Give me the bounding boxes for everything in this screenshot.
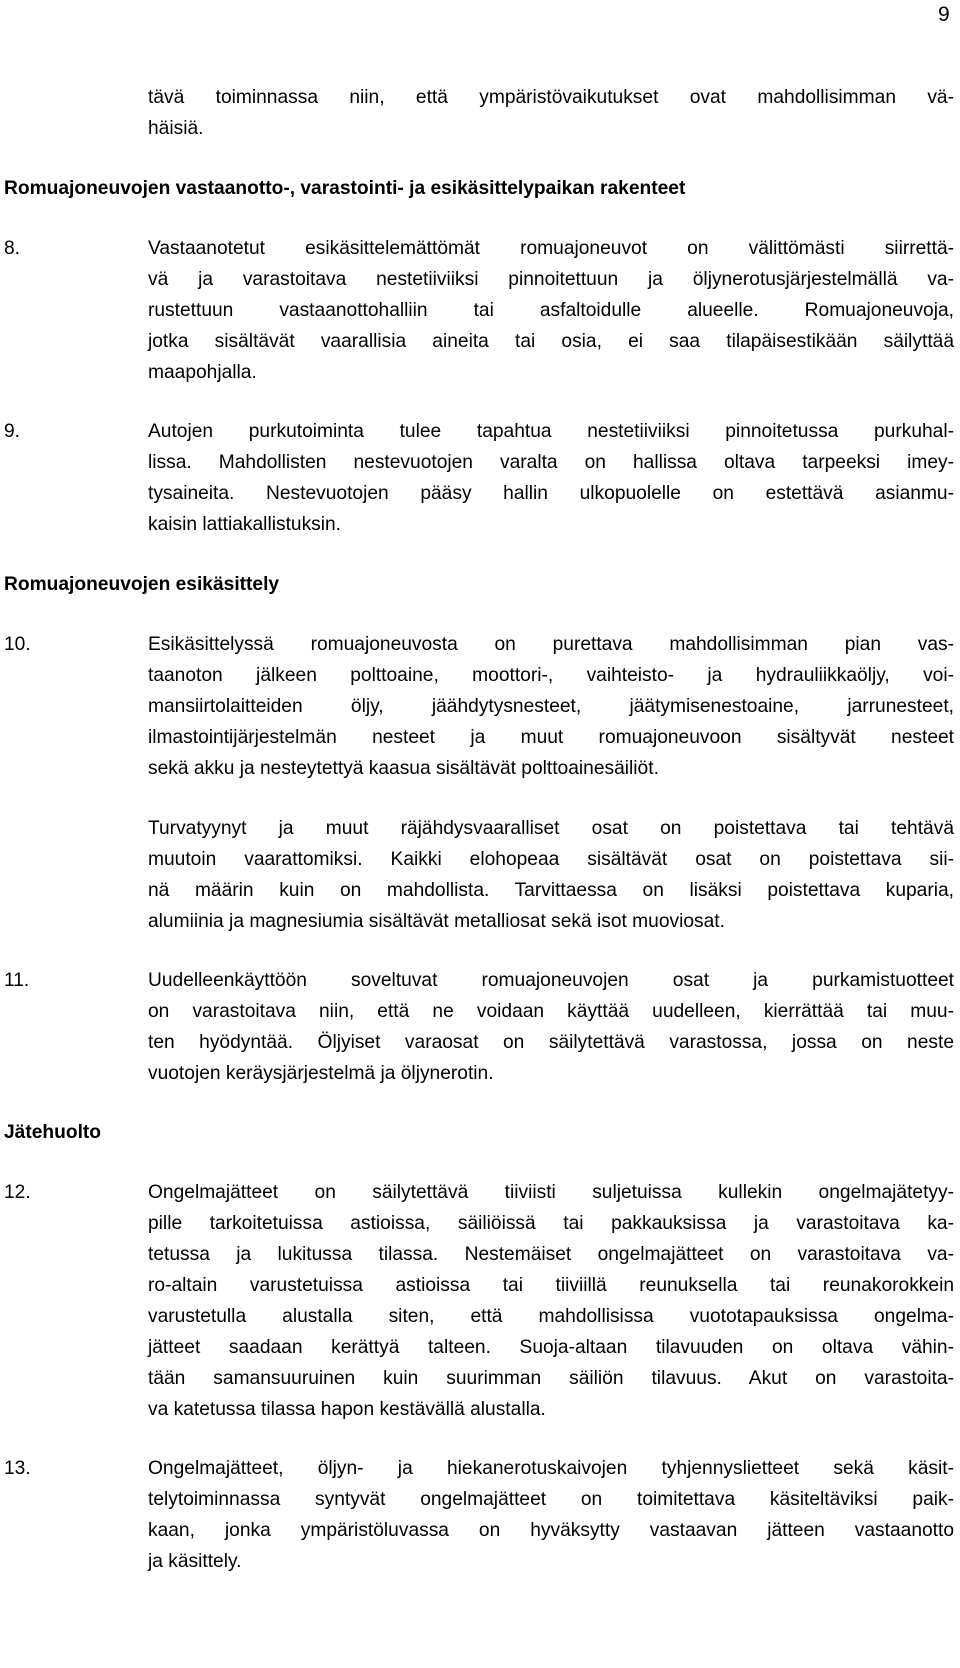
intro-line: tävä toiminnassa niin, että ympäristövaikutukset ovat mahdollisimman vä- — [148, 87, 954, 108]
paragraph-line: va katetussa tilassa hapon kestävällä alustalla. — [148, 1399, 546, 1420]
paragraph-line: tään samansuuruinen kuin suurimman säiliön tilavuus. Akut on varastoita- — [148, 1368, 954, 1389]
paragraph-line: Ongelmajätteet, öljyn- ja hiekanerotuskaivojen tyhjennyslietteet sekä käsit- — [148, 1458, 954, 1479]
paragraph-line: Esikäsittelyssä romuajoneuvosta on purettava mahdollisimman pian vas- — [148, 634, 954, 655]
paragraph-line: taanoton jälkeen polttoaine, moottori-, vaihteisto- ja hydrauliikkaöljy, voi- — [148, 665, 954, 686]
intro-line: häisiä. — [148, 118, 204, 139]
paragraph-line: maapohjalla. — [148, 362, 257, 383]
paragraph-line: lissa. Mahdollisten nestevuotojen varalta on hallissa oltava tarpeeksi imey- — [148, 452, 954, 473]
paragraph-number: 11. — [4, 970, 30, 991]
paragraph-line: sekä akku ja nesteytettyä kaasua sisältävät polttoainesäiliöt. — [148, 758, 659, 779]
section-heading: Romuajoneuvojen vastaanotto-, varastointi- ja esikäsittelypaikan rakenteet — [4, 178, 686, 199]
paragraph-line: ja käsittely. — [148, 1551, 242, 1572]
paragraph-line: nä määrin kuin on mahdollista. Tarvittaessa on lisäksi poistettava kuparia, — [148, 880, 954, 901]
paragraph-number: 12. — [4, 1182, 31, 1203]
paragraph-number: 10. — [4, 634, 31, 655]
paragraph-line: ilmastointijärjestelmän nesteet ja muut romuajoneuvoon sisältyvät nesteet — [148, 727, 954, 748]
paragraph-line: vuotojen keräysjärjestelmä ja öljynerotin. — [148, 1063, 494, 1084]
page-number: 9 — [938, 3, 950, 26]
paragraph-line: ten hyödyntää. Öljyiset varaosat on säilytettävä varastossa, jossa on neste — [148, 1032, 954, 1053]
paragraph-line: muutoin vaarattomiksi. Kaikki elohopeaa sisältävät osat on poistettava sii- — [148, 849, 954, 870]
section-heading: Romuajoneuvojen esikäsittely — [4, 574, 280, 595]
paragraph-line: Ongelmajätteet on säilytettävä tiiviisti suljetuissa kullekin ongelmajätetyy- — [148, 1182, 954, 1203]
paragraph-number: 9. — [4, 421, 21, 442]
paragraph-line: varustetulla alustalla siten, että mahdollisissa vuototapauksissa ongelma- — [148, 1306, 954, 1327]
paragraph-line: on varastoitava niin, että ne voidaan käyttää uudelleen, kierrättää tai muu- — [148, 1001, 954, 1022]
paragraph-number: 13. — [4, 1458, 31, 1479]
paragraph-line: rustettuun vastaanottohalliin tai asfaltoidulle alueelle. Romuajoneuvoja, — [148, 300, 954, 321]
paragraph-line: alumiinia ja magnesiumia sisältävät metalliosat sekä isot muoviosat. — [148, 911, 725, 932]
paragraph-line: ro-altain varustetuissa astioissa tai tiiviillä reunuksella tai reunakorokkein — [148, 1275, 954, 1296]
paragraph-line: tetussa ja lukitussa tilassa. Nestemäiset ongelmajätteet on varastoitava va- — [148, 1244, 954, 1265]
paragraph-line: tysaineita. Nestevuotojen pääsy hallin ulkopuolelle on estettävä asianmu- — [148, 483, 954, 504]
paragraph-line: kaisin lattiakallistuksin. — [148, 514, 342, 535]
section-heading: Jätehuolto — [4, 1122, 102, 1143]
paragraph-line: jätteet saadaan kerättyä talteen. Suoja-altaan tilavuuden on oltava vähin- — [148, 1337, 954, 1358]
paragraph-line: pille tarkoitetuissa astioissa, säiliöissä tai pakkauksissa ja varastoitava ka- — [148, 1213, 954, 1234]
paragraph-line: mansiirtolaitteiden öljy, jäähdytysnesteet, jäätymisenestoaine, jarrunesteet, — [148, 696, 954, 717]
paragraph-line: Vastaanotetut esikäsittelemättömät romuajoneuvot on välittömästi siirrettä- — [148, 238, 954, 259]
paragraph-line: Autojen purkutoiminta tulee tapahtua nestetiiviiksi pinnoitetussa purkuhal- — [148, 421, 954, 442]
paragraph-line: jotka sisältävät vaarallisia aineita tai osia, ei saa tilapäisestikään säilyttää — [148, 331, 954, 352]
paragraph-line: kaan, jonka ympäristöluvassa on hyväksytty vastaavan jätteen vastaanotto — [148, 1520, 954, 1541]
paragraph-line: Turvatyynyt ja muut räjähdysvaaralliset osat on poistettava tai tehtävä — [148, 818, 954, 839]
paragraph-line: telytoiminnassa syntyvät ongelmajätteet on toimitettava käsiteltäviksi paik- — [148, 1489, 954, 1510]
paragraph-line: Uudelleenkäyttöön soveltuvat romuajoneuvojen osat ja purkamistuotteet — [148, 970, 954, 991]
paragraph-line: vä ja varastoitava nestetiiviiksi pinnoitettuun ja öljynerotusjärjestelmällä va- — [148, 269, 954, 290]
paragraph-number: 8. — [4, 238, 21, 259]
